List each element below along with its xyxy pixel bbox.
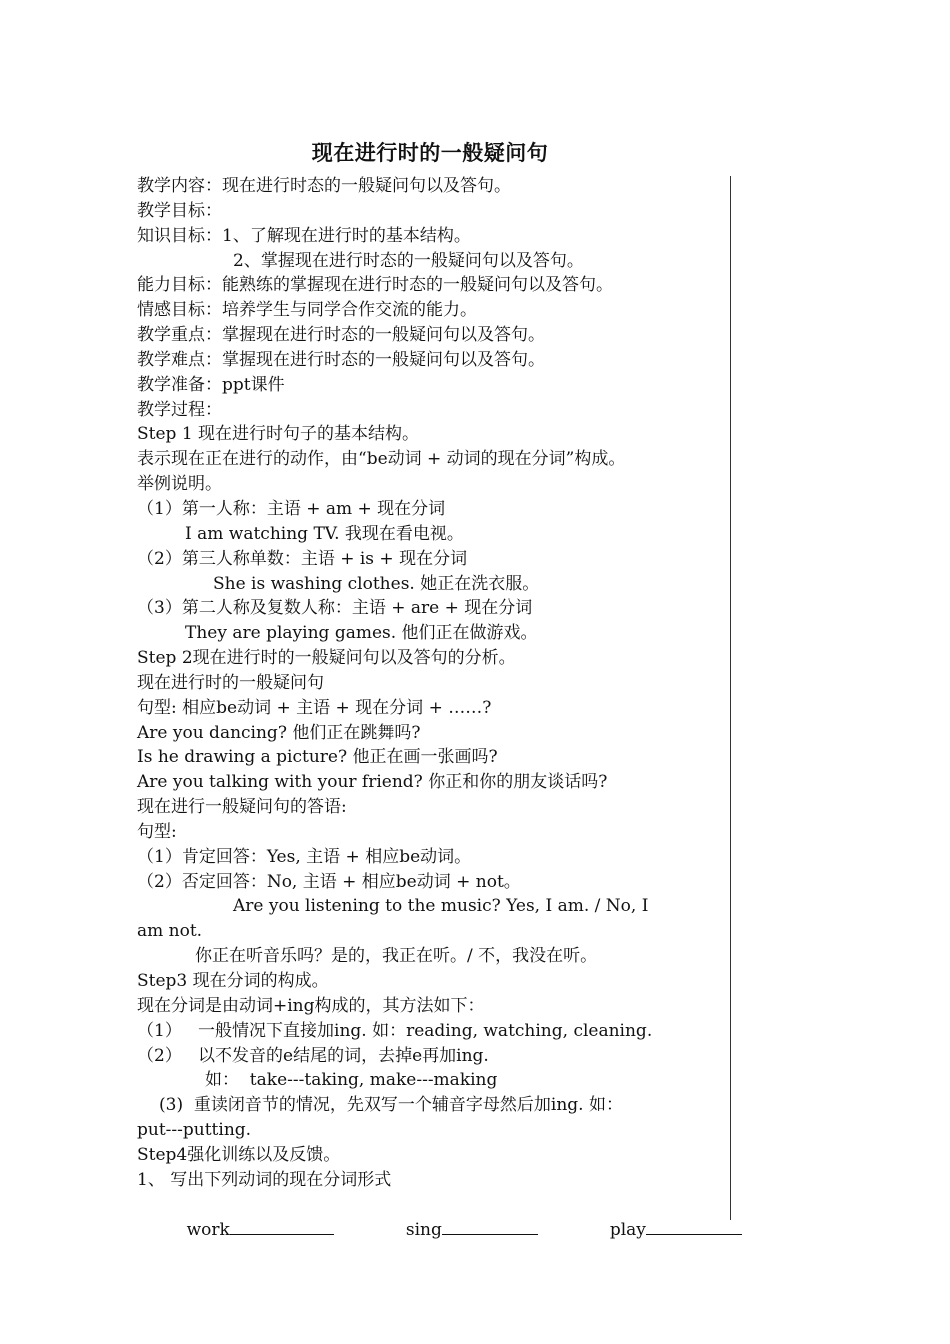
text-line: （2） 以不发音的e结尾的词，去掉e再加ing. xyxy=(137,1045,489,1066)
text-line: 2、掌握现在进行时态的一般疑问句以及答句。 xyxy=(233,250,584,271)
text-line: 情感目标：培养学生与同学合作交流的能力。 xyxy=(137,300,477,321)
text-line: （2）否定回答：No, 主语 + 相应be动词 + not。 xyxy=(137,871,521,892)
text-line: I am watching TV. 我现在看电视。 xyxy=(185,523,464,544)
text-line: Are you talking with your friend? 你正和你的朋友谈话吗? xyxy=(137,772,608,793)
text-line: （1）肯定回答：Yes, 主语 + 相应be动词。 xyxy=(137,846,472,867)
text-line: 教学内容：现在进行时态的一般疑问句以及答句。 xyxy=(137,176,511,196)
text-line: 知识目标：1、了解现在进行时的基本结构。 xyxy=(137,225,471,246)
text-line: put---putting. xyxy=(137,1120,252,1141)
exercise-row xyxy=(137,1193,727,1241)
text-line: 教学过程： xyxy=(137,399,222,420)
text-line: （3）第二人称及复数人称：主语 + are + 现在分词 xyxy=(137,598,533,619)
text-line: She is washing clothes. 她正在洗衣服。 xyxy=(213,573,540,594)
answer-blank-work[interactable] xyxy=(230,1217,334,1235)
text-line: Are you listening to the music? Yes, I am. / No, I xyxy=(233,896,649,917)
text-line: 教学重点：掌握现在进行时态的一般疑问句以及答句。 xyxy=(137,325,545,346)
exercise-word-work: work xyxy=(186,1220,230,1241)
text-line: 现在进行一般疑问句的答语: xyxy=(137,797,347,818)
page-title: 现在进行时的一般疑问句 xyxy=(311,141,549,165)
answer-blank-play[interactable] xyxy=(646,1217,742,1235)
text-line: 能力目标：能熟练的掌握现在进行时态的一般疑问句以及答句。 xyxy=(137,275,613,296)
text-line: Are you dancing? 他们正在跳舞吗? xyxy=(137,722,421,743)
text-line: (3) 重读闭音节的情况，先双写一个辅音字母然后加ing. 如： xyxy=(159,1095,623,1116)
text-line: Step 1 现在进行时句子的基本结构。 xyxy=(137,424,420,445)
text-line: 现在进行时的一般疑问句 xyxy=(137,672,324,693)
text-line: Is he drawing a picture? 他正在画一张画吗? xyxy=(137,747,498,768)
text-line: Step3 现在分词的构成。 xyxy=(137,971,329,991)
text-line: 表示现在正在进行的动作，由“be动词 + 动词的现在分词”构成。 xyxy=(137,449,626,470)
text-line: They are playing games. 他们正在做游戏。 xyxy=(185,623,538,644)
answer-blank-sing[interactable] xyxy=(442,1217,538,1235)
text-line: Step4强化训练以及反馈。 xyxy=(137,1144,341,1165)
text-line: 句型: xyxy=(137,821,177,842)
text-line: Step 2现在进行时的一般疑问句以及答句的分析。 xyxy=(137,648,516,669)
text-line: 句型: 相应be动词 + 主语 + 现在分词 + ……? xyxy=(137,697,492,718)
text-line: 你正在听音乐吗？是的，我正在听。/ 不，我没在听。 xyxy=(195,946,598,967)
text-line: （2）第三人称单数：主语 + is + 现在分词 xyxy=(137,548,468,569)
text-line: am not. xyxy=(137,921,203,942)
text-line: （1） 一般情况下直接加ing. 如：reading, watching, cleaning. xyxy=(137,1020,653,1041)
exercise-word-sing: sing xyxy=(405,1220,442,1241)
text-line: 教学难点：掌握现在进行时态的一般疑问句以及答句。 xyxy=(137,349,545,370)
text-line: 教学准备：ppt课件 xyxy=(137,374,285,395)
text-line: （1）第一人称：主语 + am + 现在分词 xyxy=(137,498,446,519)
text-line: 举例说明。 xyxy=(137,474,222,495)
text-line: 现在分词是由动词+ing构成的，其方法如下： xyxy=(137,995,485,1016)
lesson-plan-body xyxy=(137,174,727,1241)
text-line: 如： take---taking, make---making xyxy=(205,1070,498,1091)
table-border-right xyxy=(730,176,731,1220)
text-line: 1、 写出下列动词的现在分词形式 xyxy=(137,1169,392,1190)
exercise-word-play: play xyxy=(609,1220,646,1241)
text-line: 教学目标： xyxy=(137,200,222,221)
